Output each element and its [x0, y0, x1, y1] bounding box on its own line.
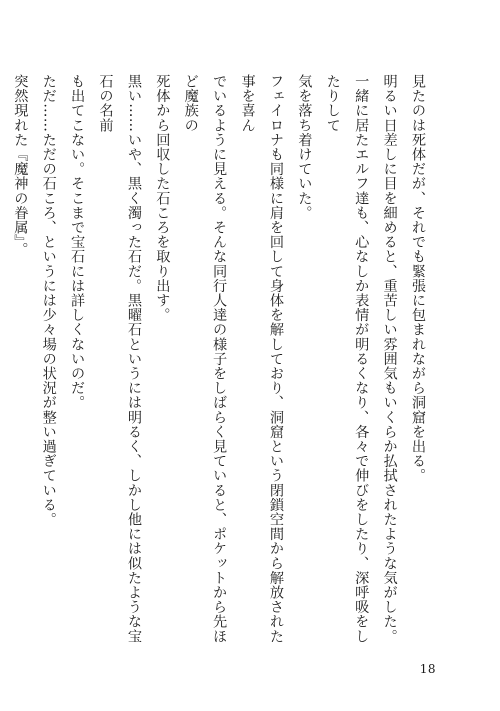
text-line: 突然現れた『魔神の眷属』。 [12, 74, 29, 257]
text-line: 黒い……いや、黒く濁った石だ。黒曜石というには明るく、しかし他には似たような宝石の名前 [97, 74, 142, 644]
text-line [0, 74, 6, 654]
page-number: 18 [419, 662, 436, 676]
text-line: 気を落ち着けていた。 [296, 74, 313, 220]
vertical-text-body [12, 74, 432, 654]
text-line: 見たのは死体だが、それでも緊張に包まれながら洞窟を出る。 [410, 74, 426, 483]
text-line: 死体から回収した石ころを取り出す。 [154, 74, 171, 323]
text-line: 明るい日差しに目を細めると、重苦しい雰囲気もいくらか払拭されたような気がした。 [381, 74, 398, 644]
text-line: も出てこない。そこまで宝石には詳しくないのだ。 [69, 74, 86, 410]
text-line: フェイロナも同様に肩を回して身体を解しており、洞窟という閉鎖空間から解放された事を喜ん [239, 74, 284, 644]
text-line: ただ……ただの石ころ、というには少々場の状況が整い過ぎている。 [40, 74, 57, 527]
text-line: でいるように見える。そんな同行人達の様子をしばらく見ていると、ポケットから先ほど魔族の [182, 74, 228, 644]
text-line: 一緒に居たエルフ達も、心なしか表情が明るくなり、各々で伸びをしたり、深呼吸をしたりして [324, 74, 370, 644]
